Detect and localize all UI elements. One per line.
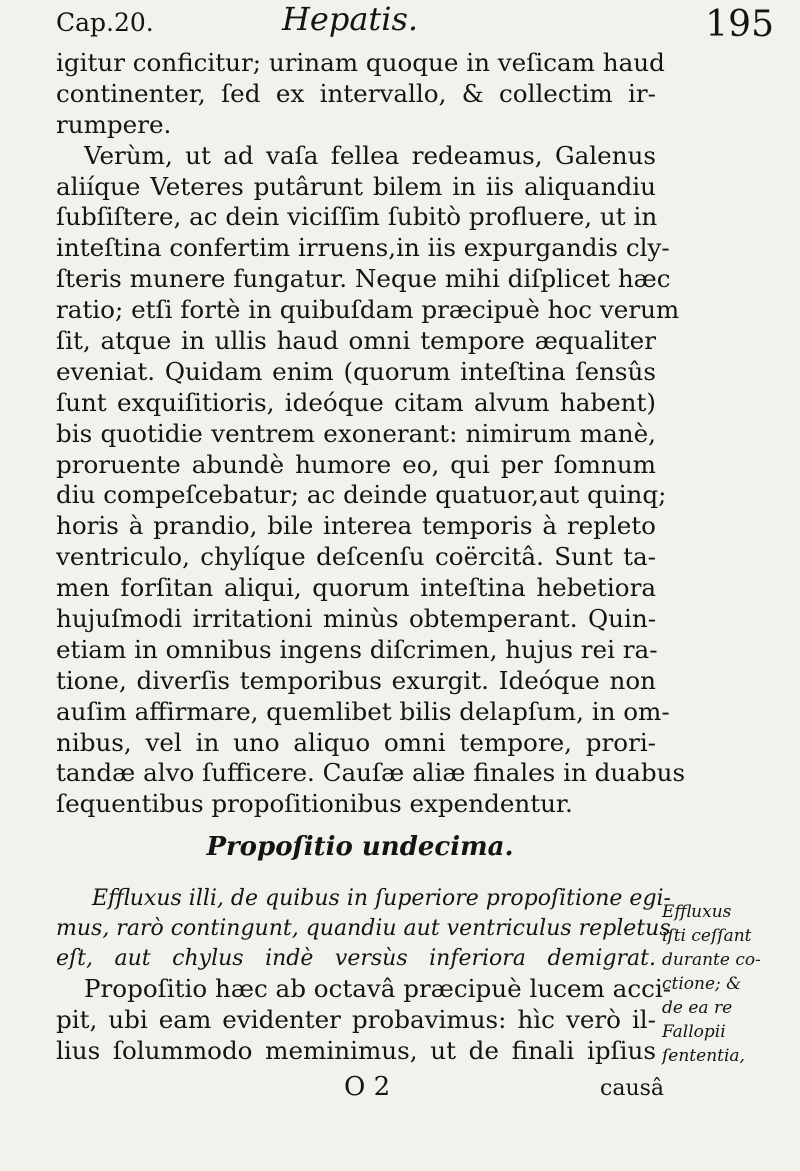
text-line: nibus, vel in uno aliquo omni tempore, prori- [56, 727, 656, 757]
text-line: pit, ubi eam evidenter probavimus: hìc verò il- [56, 1004, 656, 1034]
text-line: men forſitan aliqui, quorum inteſtina hebetiora [56, 573, 656, 603]
text-line: tione, diverſis temporibus exurgit. Ideóque non [56, 665, 656, 695]
text-line: eveniat. Quidam enim (quorum inteſtina ſensûs [56, 356, 656, 386]
text-line: ventriculo, chylíque deſcenſu coërcitâ. Sunt ta- [56, 542, 656, 572]
margin-note [662, 900, 792, 1068]
text-line: tandæ alvo ſufficere. Cauſæ aliæ finales in duabus [56, 758, 686, 788]
running-head-title: Hepatis. [282, 0, 419, 38]
proposition-statement [56, 884, 671, 974]
text-line: ſequentibus propoſitionibus expendentur. [56, 789, 573, 819]
text-line: igitur conficitur; urinam quoque in veſicam haud [56, 48, 665, 77]
text-line: mus, rarò contingunt, quandiu aut ventriculus repletus [56, 916, 671, 941]
text-line: continenter, ſed ex intervallo, & collectim ir- [56, 78, 656, 108]
signature-mark: O 2 [344, 1072, 391, 1102]
text-line: auſim affirmare, quemlibet bilis delapſum, in om- [56, 696, 670, 726]
text-line: Verùm, ut ad vaſa fellea redeamus, Galenus [84, 140, 656, 170]
text-line: ſunt exquiſitioris, ideóque citam alvum habent) [56, 387, 656, 417]
text-line: ratio; etſi fortè in quibuſdam præcipuè hoc verum [56, 295, 680, 325]
text-line: aliíque Veteres putârunt bilem in iis aliquandiu [56, 171, 656, 201]
catchword: causâ [600, 1076, 665, 1101]
text-line: inteſtina confertim irruens,in iis expurgandis cly- [56, 233, 670, 263]
text-line: horis à prandio, bile interea temporis à repleto [56, 511, 656, 541]
text-line: de ea re [662, 998, 733, 1018]
text-line: eſt, aut chylus indè versùs inferiora demigrat. [56, 946, 656, 971]
text-line: ſit, atque in ullis haud omni tempore æqualiter [56, 326, 656, 356]
proposition-discussion [56, 974, 672, 1067]
running-head-left: Cap.20. [56, 8, 154, 37]
text-line: durante co- [662, 950, 761, 970]
page-number: 195 [705, 4, 774, 45]
page-footer [0, 1072, 800, 1112]
text-line: Effluxus illi, de quibus in ſuperiore propoſitione egi- [92, 886, 671, 911]
text-line: Effluxus [662, 902, 732, 922]
text-line: lius ſolummodo meminimus, ut de finali ipſius [56, 1035, 656, 1065]
main-text [56, 48, 686, 820]
text-line: ctione; & [662, 974, 742, 994]
section-title: Propoſitio undecima. [206, 832, 514, 862]
text-line: ſubſiſtere, ac dein viciſſim ſubitò profluere, ut in [56, 202, 658, 232]
running-header [56, 0, 774, 46]
text-line: ſteris munere fungatur. Neque mihi diſplicet hæc [56, 264, 671, 294]
text-line: ſententia, [662, 1046, 745, 1066]
text-line: iſti ceſſant [662, 926, 752, 946]
text-line: Fallopii [662, 1022, 726, 1042]
text-line: Propoſitio hæc ab octavâ præcipuè lucem acci- [84, 974, 672, 1003]
text-line: rumpere. [56, 109, 172, 139]
text-line: bis quotidie ventrem exonerant: nimirum manè, [56, 418, 656, 448]
text-line: proruente abundè humore eo, qui per ſomnum [56, 449, 656, 479]
text-line: hujuſmodi irritationi minùs obtemperant. Quin- [56, 604, 656, 634]
text-line: etiam in omnibus ingens diſcrimen, hujus rei ra- [56, 634, 658, 664]
text-line: diu compeſcebatur; ac deinde quatuor,aut quinq; [56, 480, 667, 510]
